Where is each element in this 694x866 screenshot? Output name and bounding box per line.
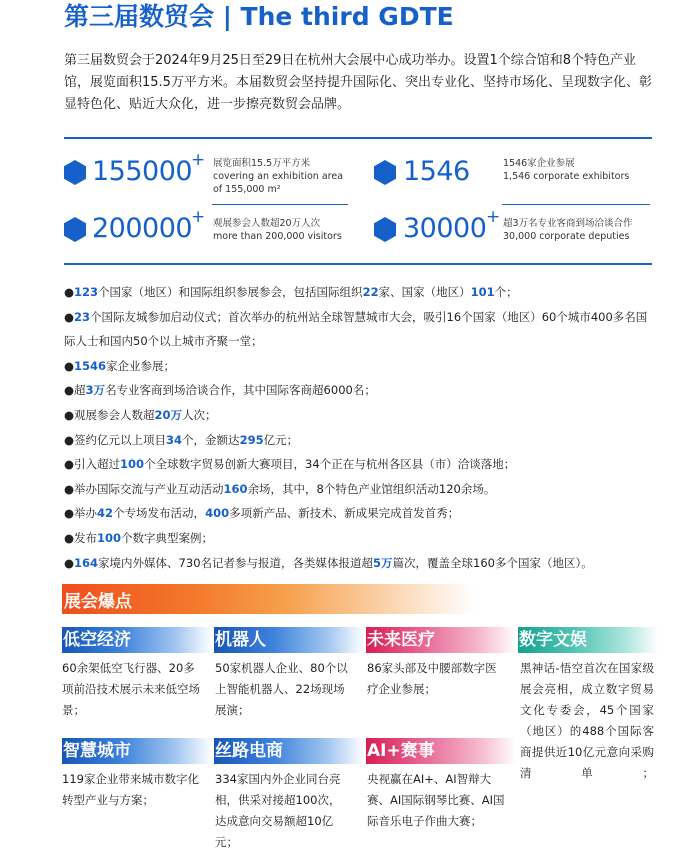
hexagon-icon [64,160,86,185]
list-item-text: 亿元； [263,432,299,447]
highlight-number: 160 [223,481,248,496]
list-item-text: 观展参会人数超 [74,407,155,422]
highlight-number: 42 [97,506,114,521]
stats-top-rule [64,137,652,139]
list-item [64,354,656,379]
bullet-dot-icon: ● [64,309,75,324]
stats-divider-right [502,204,650,205]
category-title: 智慧城市 [63,741,131,761]
highlight-number: 20万 [154,407,183,422]
intro-paragraph: 第三届数贸会于2024年9月25日至29日在杭州大会展中心成功举办。设置1个综合馆和8个特色产业馆，展览面积15.5万平方米。本届数贸会坚持提升国际化、突出专业化、坚持市场化、呈现数字化、彰显特色化、贴近大众化，进一步擦亮数贸会品牌。 [64,53,652,112]
list-item [64,280,656,305]
list-item-text: 个； [494,285,518,299]
list-item [64,305,656,354]
list-item-text: 签约亿元以上项目 [74,432,167,447]
list-item-text: 个全球数字贸易创新大赛项目，34个正在与杭州各区县（市）洽谈落地； [144,457,516,472]
hexagon-icon [64,217,86,242]
list-item [64,477,656,502]
stat-desc-cn: 观展参会人数超20万人次 [213,218,321,229]
bullet-dot-icon: ● [64,506,75,521]
list-item-text: 个国际友城参加启动仪式；首次举办的杭州站全球智慧城市大会，吸引16个国家（地区）60个城市400多名国际人士和国内50个以上城市齐聚一堂； [64,309,648,349]
category-title: AI+赛事 [367,741,435,761]
stat-number: 200000 [92,213,193,244]
highlight-number: 3万 [85,383,106,398]
list-item-text: 个，金额达 [182,432,240,447]
category-ai-competitions [366,738,516,764]
list-item-text: 家境内外媒体、730名记者参与报道，各类媒体报道超 [98,555,374,570]
bullet-dot-icon: ● [64,530,75,545]
stat-number: 1546 [403,156,470,187]
category-text: 50家机器人企业、80个以上智能机器人、22场现场展演； [215,661,348,717]
list-item [64,551,656,576]
hexagon-icon [374,160,396,185]
list-item-text: 发布 [74,530,98,545]
bullet-dot-icon: ● [64,481,75,496]
highlight-number: 100 [97,530,122,545]
highlight-number: 400 [205,506,230,521]
achievements-list [64,280,656,575]
list-item-text: 引入超过 [74,457,121,472]
bullet-dot-icon: ● [64,407,75,422]
list-item [64,526,656,551]
stats-bottom-rule [64,263,652,265]
stat-desc-cn: 展览面积15.5万平方米 [213,158,311,169]
category-smart-city [62,738,212,764]
category-title: 数字文娱 [519,630,587,650]
list-item-text: 余场，其中，8个特色产业馆组织活动120余场。 [247,481,496,496]
category-robots [214,627,364,653]
category-digital-entertainment [518,627,658,653]
stat-plus: + [191,207,206,227]
list-item-text: 超 [74,383,86,398]
category-text: 334家国内外企业同台亮相，供采对接超100次，达成意向交易额超10亿元； [215,772,341,849]
hexagon-icon [374,217,396,242]
category-title: 机器人 [215,630,266,650]
stat-desc-en: 1,546 corporate exhibitors [503,171,630,182]
highlight-number: 1546 [74,358,107,373]
stat-desc-cn: 超3万名专业客商到场洽谈合作 [503,218,633,229]
list-item [64,403,656,428]
list-item-text: 名专业客商到场洽谈合作，其中国际客商超6000名； [105,383,376,398]
category-text: 60余架低空飞行器、20多项前沿技术展示未来低空场景； [62,661,200,717]
bullet-dot-icon: ● [64,555,75,570]
bullet-dot-icon: ● [64,358,75,373]
highlight-number: 100 [120,457,145,472]
list-item [64,501,656,526]
bullet-dot-icon: ● [64,383,75,398]
highlights-title: 展会爆点 [64,592,132,612]
list-item-text: 个国家（地区）和国际组织参展参会，包括国际组织 [98,285,363,299]
highlight-number: 22 [362,285,379,299]
highlight-number: 34 [166,432,183,447]
stats-divider-left [212,204,348,205]
stat-plus: + [486,207,501,227]
list-item [64,378,656,403]
list-item-text: 人次； [182,407,217,422]
category-title: 未来医疗 [367,630,435,650]
list-item-text: 个专场发布活动， [113,506,206,521]
list-item-text: 举办国际交流与产业互动活动 [74,481,224,496]
list-item-text: 家企业参展； [106,358,176,373]
list-item [64,452,656,477]
category-title: 丝路电商 [215,741,283,761]
stat-desc-en-2: of 155,000 m² [213,184,281,195]
stat-number: 30000 [403,213,487,244]
highlights-banner [62,584,652,614]
stat-desc-en: covering an exhibition area [213,171,344,182]
stat-desc-en: more than 200,000 visitors [213,231,342,242]
highlight-number: 295 [239,432,264,447]
list-item-text: 举办 [74,506,98,521]
stat-desc-cn: 1546家企业参展 [503,158,575,169]
page-title: 第三届数贸会 | The third GDTE [64,2,454,31]
stat-desc-en: 30,000 corporate deputies [503,231,630,242]
category-low-altitude [62,627,212,653]
category-text: 119家企业带来城市数字化转型产业与方案； [62,772,199,807]
bullet-dot-icon: ● [64,457,75,472]
highlight-number: 5万 [373,555,393,570]
list-item [64,428,656,453]
category-silk-road-ecommerce [214,738,364,764]
bullet-dot-icon: ● [64,432,75,447]
category-title: 低空经济 [63,630,131,650]
stat-plus: + [191,150,206,170]
list-item-text: 篇次，覆盖全球160多个国家（地区）。 [392,555,593,570]
category-text: 黑神话-悟空首次在国家级展会亮相，成立数字贸易文化专委会，45个国家（地区）的488个国际客商提供近10亿元意向采购清单； [520,661,654,780]
bullet-dot-icon: ● [64,285,75,299]
highlight-number: 101 [470,285,495,299]
category-text: 央视赢在AI+、AI智辩大赛、AI国际钢琴比赛、AI国际音乐电子作曲大赛； [367,772,505,828]
stat-number: 155000 [92,156,193,187]
list-item-text: 多项新产品、新技术、新成果完成首发首秀； [229,506,460,521]
category-future-medical [366,627,516,653]
highlight-number: 123 [74,285,99,299]
list-item-text: 家、国家（地区） [378,285,471,299]
list-item-text: 个数字典型案例； [121,530,214,545]
category-text: 86家头部及中腰部数字医疗企业参展； [367,661,497,696]
highlight-number: 164 [74,555,99,570]
highlight-number: 23 [74,309,91,324]
